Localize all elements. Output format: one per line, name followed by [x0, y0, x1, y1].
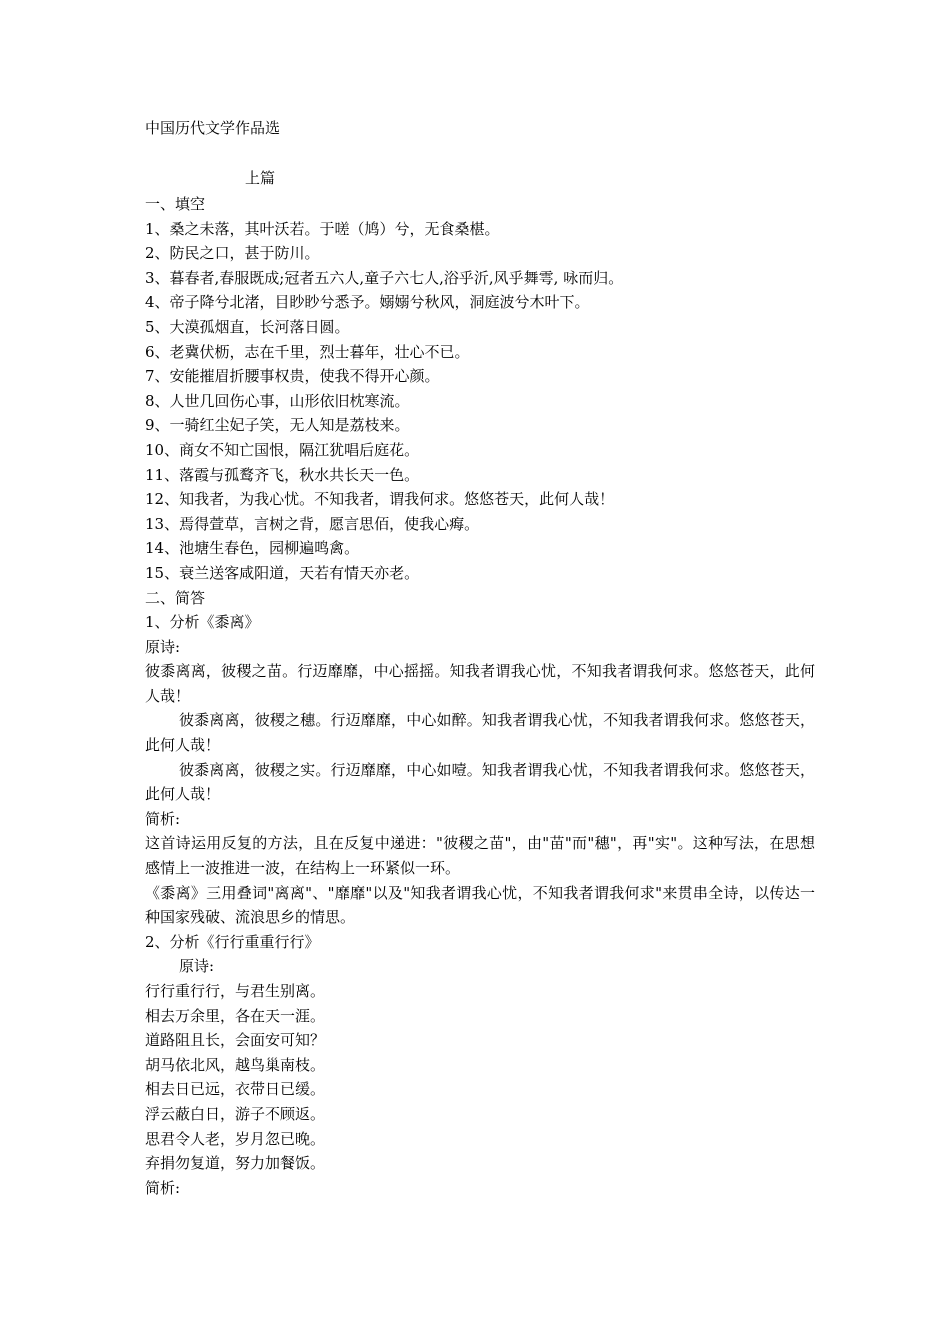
poem-stanza: 彼黍离离，彼稷之穗。行迈靡靡，中心如醉。知我者谓我心忧，不知我者谓我何求。悠悠苍天，此何人哉！ [145, 711, 815, 755]
poem-stanza: 彼黍离离，彼稷之实。行迈靡靡，中心如噎。知我者谓我心忧，不知我者谓我何求。悠悠苍天，此何人哉！ [145, 760, 815, 804]
question-title: 2、分析《行行重重行行》 [145, 932, 320, 951]
poem-line: 胡马依北风，越鸟巢南枝。 [145, 1055, 326, 1074]
original-poem-label: 原诗: [145, 637, 181, 656]
poem-line: 弃捐勿复道，努力加餐饭。 [145, 1154, 326, 1173]
fill-in-item: 13、焉得萱草，言树之背，愿言思佰，使我心痗。 [145, 514, 480, 533]
fill-in-item: 3、暮春者,春服既成;冠者五六人,童子六七人,浴乎沂,风乎舞雩, 咏而归。 [145, 268, 624, 287]
fill-in-item: 7、安能摧眉折腰事权贵，使我不得开心颜。 [145, 367, 440, 386]
question-title: 1、分析《黍离》 [145, 613, 260, 632]
poem-line: 相去日已远，衣带日已缓。 [145, 1080, 326, 1099]
poem-line: 道路阻且长，会面安可知？ [145, 1031, 326, 1050]
poem-line: 思君令人老，岁月忽已晚。 [145, 1129, 326, 1148]
analysis-paragraph: 这首诗运用反复的方法，且在反复中递进："彼稷之苗"，由"苗"而"穗"，再"实"。这种写法，在思想感情上一波推进一波，在结构上一环紧似一环。 [145, 834, 815, 878]
poem-stanza: 彼黍离离，彼稷之苗。行迈靡靡，中心摇摇。知我者谓我心忧，不知我者谓我何求。悠悠苍天，此何人哉！ [145, 662, 815, 705]
fill-in-item: 2、防民之口，甚于防川。 [145, 244, 320, 263]
fill-in-item: 1、桑之未落，其叶沃若。于嗟（鸠）兮，无食桑椹。 [145, 219, 500, 238]
section-heading-short-answer: 二、简答 [145, 588, 206, 607]
fill-in-item: 4、帝子降兮北渚，目眇眇兮悉予。嫋嫋兮秋风，洞庭波兮木叶下。 [145, 293, 590, 312]
analysis-label: 简析: [145, 809, 181, 828]
fill-in-item: 5、大漠孤烟直，长河落日圆。 [145, 317, 350, 336]
document-title: 中国历代文学作品选 [145, 119, 281, 137]
fill-in-item: 11、落霞与孤鹜齐飞，秋水共长天一色。 [145, 465, 420, 484]
fill-in-item: 9、一骑红尘妃子笑，无人知是荔枝来。 [145, 416, 410, 435]
fill-in-item: 14、池塘生春色，园柳遍鸣禽。 [145, 539, 360, 558]
section-heading-fill-in: 一、填空 [145, 195, 206, 213]
analysis-paragraph: 《黍离》三用叠词"离离"、"靡靡"以及"知我者谓我心忧，不知我者谓我何求"来贯串全诗，以传达一种国家残破、流浪思乡的情思。 [145, 883, 815, 927]
poem-line: 相去万余里，各在天一涯。 [145, 1006, 326, 1025]
fill-in-item: 15、衰兰送客咸阳道，天若有情天亦老。 [145, 563, 420, 582]
fill-in-item: 6、老冀伏枥，志在千里，烈士暮年，壮心不已。 [145, 342, 470, 361]
fill-in-item: 12、知我者，为我心忧。不知我者，谓我何求。悠悠苍天，此何人哉！ [145, 490, 615, 509]
document-body [145, 192, 815, 1200]
part-heading: 上篇 [245, 169, 276, 187]
poem-line: 浮云蔽白日，游子不顾返。 [145, 1104, 326, 1123]
fill-in-item: 10、商女不知亡国恨，隔江犹唱后庭花。 [145, 440, 420, 459]
original-poem-label: 原诗: [179, 957, 215, 976]
fill-in-item: 8、人世几回伤心事，山形依旧枕寒流。 [145, 391, 410, 410]
analysis-label: 简析: [145, 1178, 181, 1197]
poem-line: 行行重行行，与君生别离。 [145, 982, 326, 1000]
